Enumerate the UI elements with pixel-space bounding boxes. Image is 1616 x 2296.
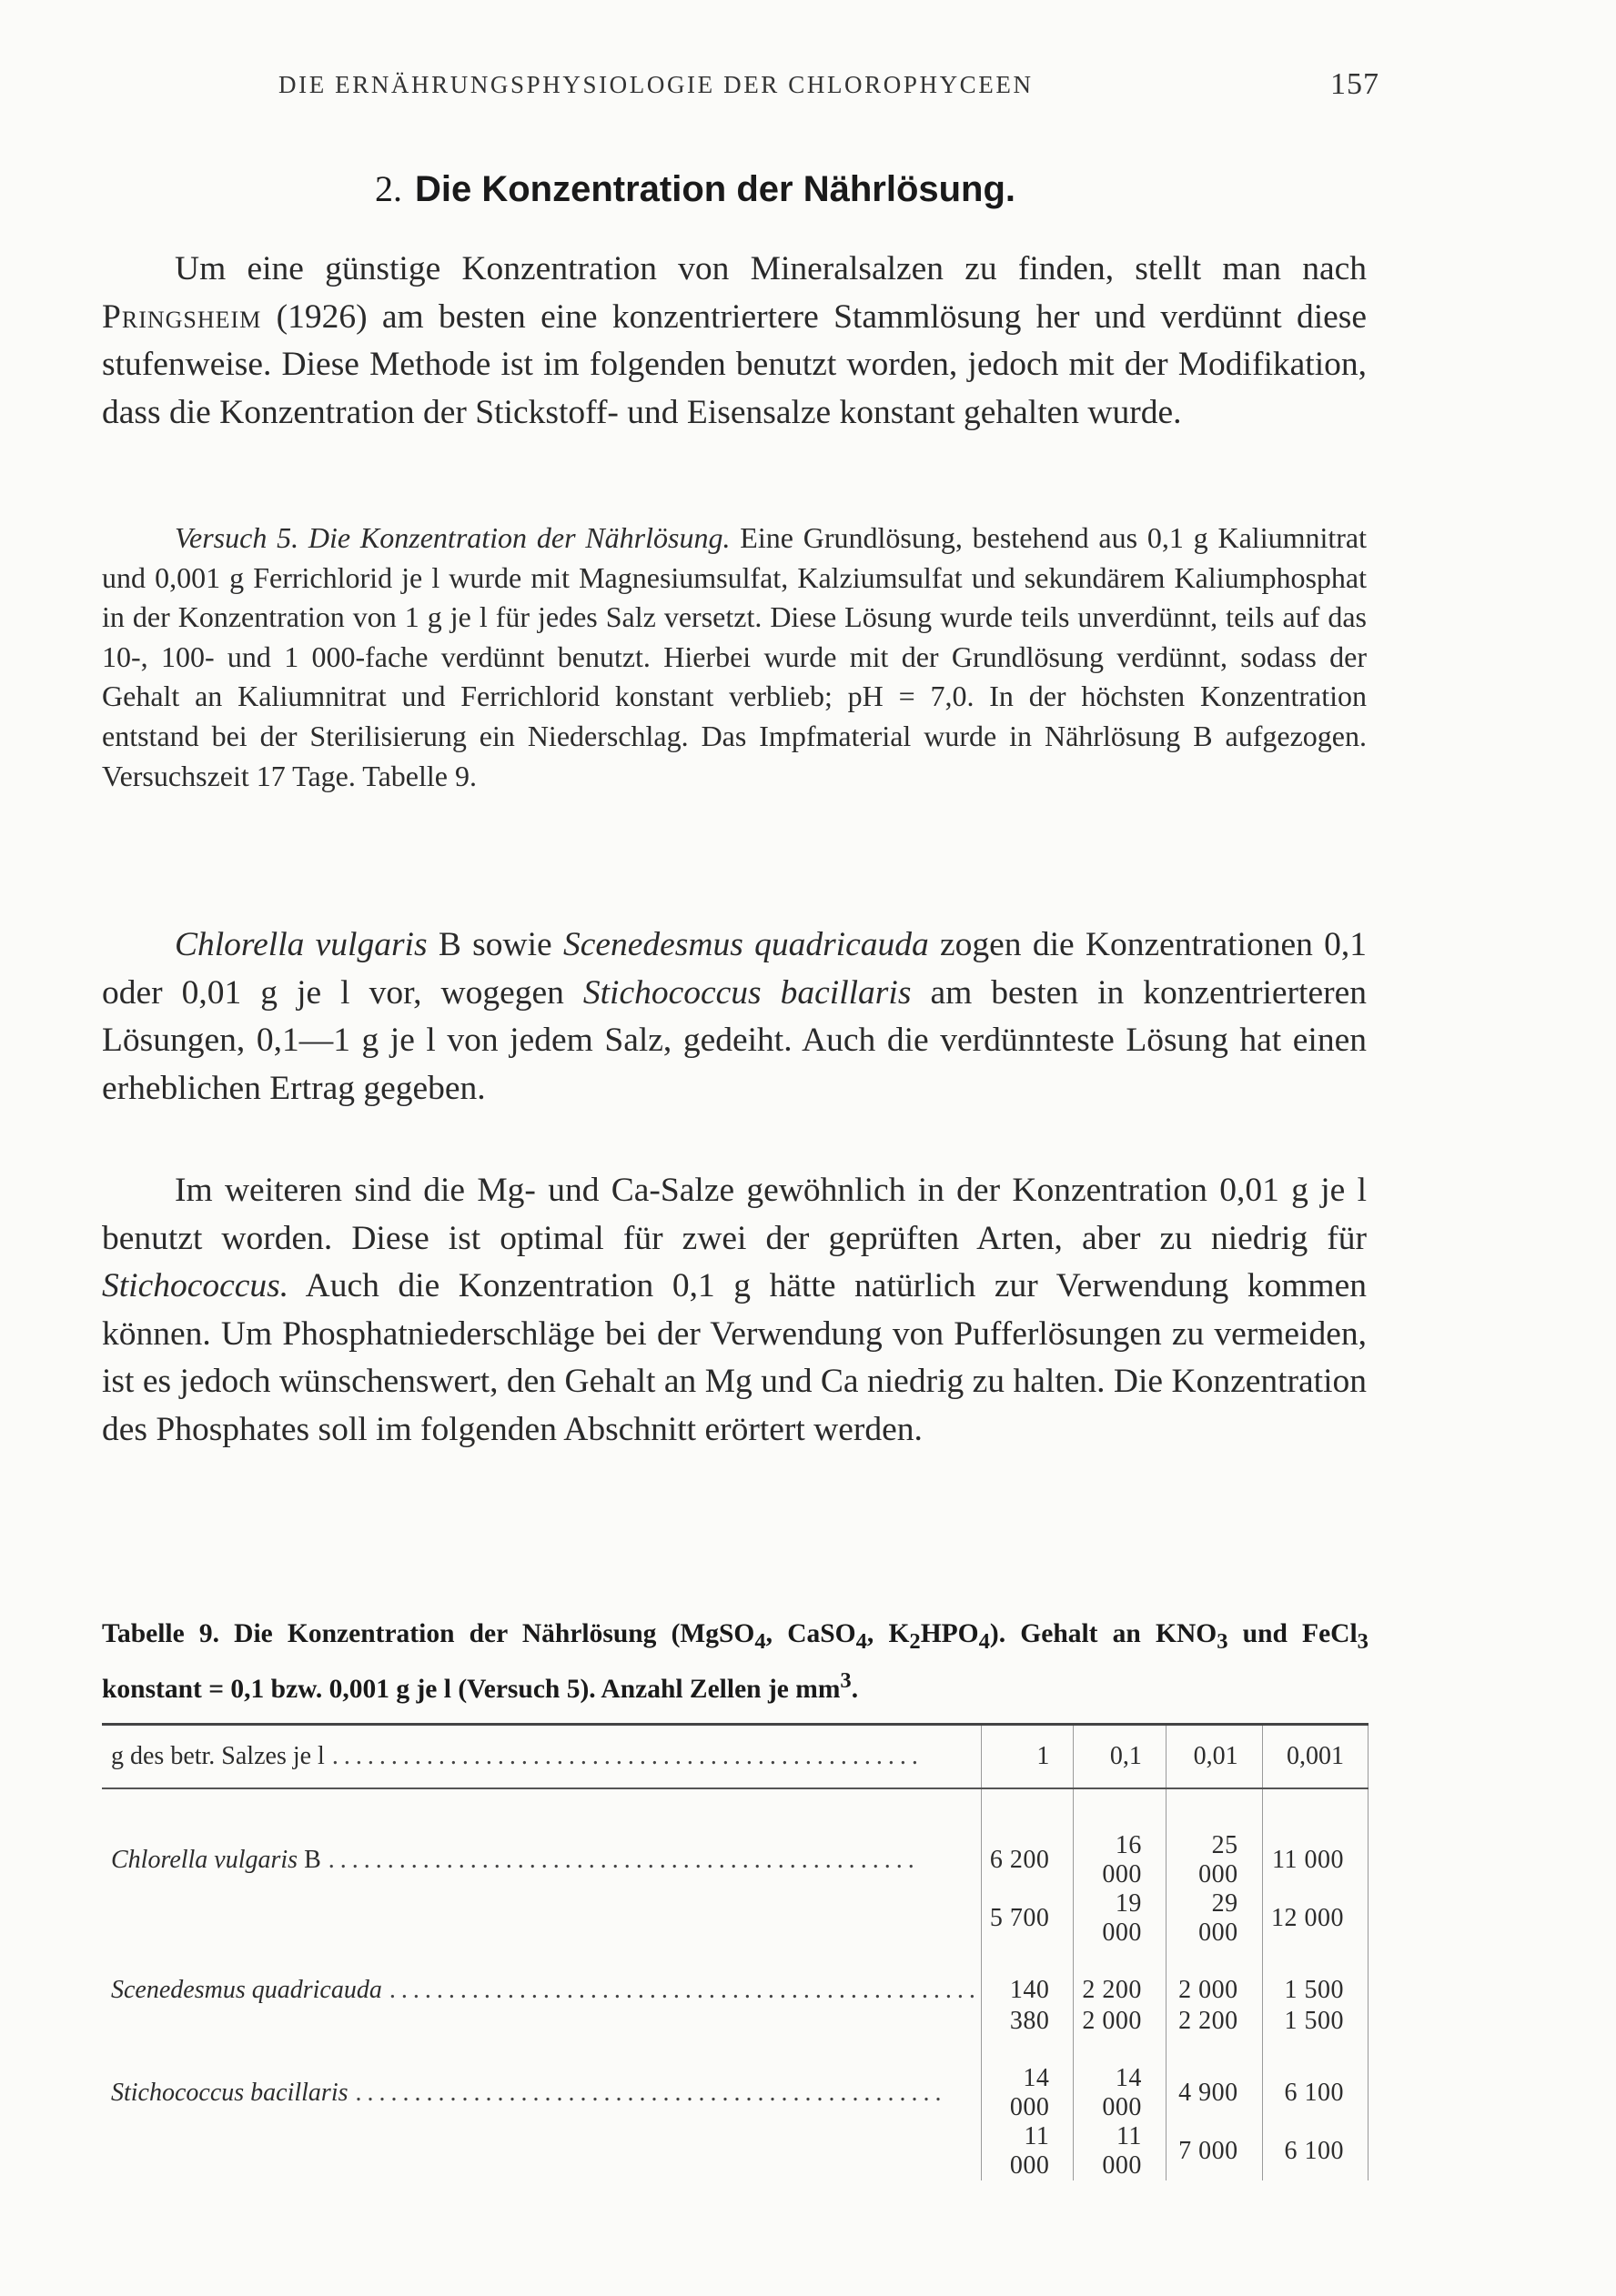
table-cell: 14 000 bbox=[981, 2064, 1074, 2122]
table-cell: 2 000 bbox=[1166, 1975, 1262, 2006]
table-row bbox=[102, 2122, 1369, 2180]
table-cell: 7 000 bbox=[1166, 2122, 1262, 2180]
results-paragraph bbox=[102, 921, 1367, 1113]
running-title: DIE ERNÄHRUNGSPHYSIOLOGIE DER CHLOROPHYCEEN bbox=[278, 71, 1034, 98]
running-head bbox=[278, 67, 1379, 107]
table-cell: 19 000 bbox=[1074, 1889, 1167, 1948]
species-scenedesmus: Scenedesmus quadricauda bbox=[562, 926, 929, 963]
table-cell: 5 700 bbox=[981, 1889, 1074, 1948]
discussion-text-2: Auch die Konzentration 0,1 g hätte natürlich zur Verwendung kommen können. Um Phosphatniederschläge bei der Verwendung von Pufferlösungen zu vermeiden, ist es jedoch wünschenswert, den Gehalt an Mg und Ca niedrig zu halten. Die Konzentration des Phosphates soll im folgenden Abschnitt erörtert werden. bbox=[102, 1267, 1367, 1448]
author-name: Pringsheim bbox=[102, 297, 262, 336]
intro-text-a: Um eine günstige Konzentration von Mineralsalzen zu finden, stellt man nach bbox=[175, 250, 1367, 287]
species-label: Stichococcus bacillaris .................................................. bbox=[111, 2078, 947, 2107]
table-cell: 14 000 bbox=[1074, 2064, 1167, 2122]
page-number: 157 bbox=[1330, 67, 1379, 101]
table-row bbox=[102, 2064, 1369, 2122]
intro-paragraph bbox=[102, 246, 1367, 437]
table-cell: 11 000 bbox=[1262, 1831, 1368, 1889]
header-col-3: 0,01 bbox=[1166, 1725, 1262, 1788]
table-cell: 11 000 bbox=[1074, 2122, 1167, 2180]
table-cell: 2 000 bbox=[1074, 2006, 1167, 2037]
table-row bbox=[102, 2006, 1369, 2037]
table-cell: 140 bbox=[981, 1975, 1074, 2006]
discussion-paragraph bbox=[102, 1167, 1367, 1455]
table-cell: 29 000 bbox=[1166, 1889, 1262, 1948]
table-header-row bbox=[102, 1725, 1369, 1788]
header-col-2: 0,1 bbox=[1074, 1725, 1167, 1788]
table-row bbox=[102, 1975, 1369, 2006]
species-chlorella: Chlorella vulgaris bbox=[175, 926, 428, 963]
section-title: Die Konzentration der Nährlösung. bbox=[415, 169, 1016, 209]
species-stichococcus: Stichococcus bacillaris bbox=[582, 973, 912, 1012]
section-heading bbox=[375, 167, 1194, 210]
table-cell: 380 bbox=[981, 2006, 1074, 2037]
table-cell: 4 900 bbox=[1166, 2064, 1262, 2122]
section-number: 2. bbox=[375, 168, 402, 209]
table-cell: 11 000 bbox=[981, 2122, 1074, 2180]
experiment-label: Versuch 5. Die Konzentration der Nährlösung. bbox=[175, 521, 731, 554]
table-cell: 25 000 bbox=[1166, 1831, 1262, 1889]
table-cell: 6 200 bbox=[981, 1831, 1074, 1889]
table-cell: 12 000 bbox=[1262, 1889, 1368, 1948]
table-caption: Tabelle 9. Die Konzentration der Nährlösung (MgSO$_4$, CaSO$_4$, $K_2HPO_4$). Gehalt an $KNO_3$ und FeCl$_3$ konstant = 0,1 bzw. 0,001 g je l (Versuch 5). Anzahl Zellen je $mm^3$. bbox=[102, 1619, 1369, 1704]
header-col-1: 1 bbox=[981, 1725, 1074, 1788]
species-stichococcus-ref: Stichococcus. bbox=[102, 1267, 289, 1305]
results-text-1: B sowie bbox=[427, 926, 563, 963]
table-cell: 2 200 bbox=[1166, 2006, 1262, 2037]
experiment-text: Eine Grundlösung, bestehend aus 0,1 g Kaliumnitrat und 0,001 g Ferrichlorid je l wurde mit Magnesiumsulfat, Kalziumsulfat und sekundärem Kaliumphosphat in der Konzentration von 1 g je l für jedes Salz versetzt. Diese Lösung wurde teils unverdünnt, teils auf das 10-, 100- und 1 000-fache verdünnt benutzt. Hierbei wurde mit der Grundlösung verdünnt, sodass der Gehalt an Kaliumnitrat und Ferrichlorid konstant verblieb; pH = 7,0. In der höchsten Konzentration entstand bei der Sterilisierung ein Niederschlag. Das Impfmaterial wurde in Nährlösung B aufgezogen. Versuchszeit 17 Tage. Tabelle 9. bbox=[102, 521, 1368, 792]
table-cell: 6 100 bbox=[1262, 2064, 1368, 2122]
header-col-4: 0,001 bbox=[1262, 1725, 1368, 1788]
species-label: Chlorella vulgaris B .................................................. bbox=[111, 1845, 920, 1874]
species-label: Scenedesmus quadricauda .................................................. bbox=[111, 1975, 981, 2004]
table-cell: 6 100 bbox=[1262, 2122, 1368, 2180]
data-table bbox=[102, 1723, 1369, 2180]
intro-text-b: (1926) am besten eine konzentriertere Stammlösung her und verdünnt diese stufenweise. Diese Methode ist im folgenden benutzt worden, jedoch mit der Modifikation, dass die Konzentration der Stickstoff- und Eisensalze konstant gehalten wurde. bbox=[102, 297, 1367, 431]
table-row bbox=[102, 1831, 1369, 1889]
table-cell: 16 000 bbox=[1074, 1831, 1167, 1889]
header-label-cell: g des betr. Salzes je l .................................................. bbox=[111, 1741, 924, 1770]
table-row bbox=[102, 1889, 1369, 1948]
table-cell: 1 500 bbox=[1262, 2006, 1368, 2037]
discussion-text-1: Im weiteren sind die Mg- und Ca-Salze gewöhnlich in der Konzentration 0,01 g je l benutzt worden. Diese ist optimal für zwei der geprüften Arten, aber zu niedrig für bbox=[102, 1172, 1367, 1257]
results-text-3: am besten in konzentrierteren Lösungen, 0,1—1 g je l von jedem Salz, gedeiht. Auch die verdünnteste Lösung hat einen erheblichen Ertrag gegeben. bbox=[102, 973, 1367, 1107]
table-cell: 1 500 bbox=[1262, 1975, 1368, 2006]
experiment-paragraph bbox=[102, 519, 1367, 796]
results-text-2: zogen die Konzentrationen 0,1 oder 0,01 g je l vor, wogegen bbox=[102, 926, 1367, 1012]
table-cell: 2 200 bbox=[1074, 1975, 1167, 2006]
